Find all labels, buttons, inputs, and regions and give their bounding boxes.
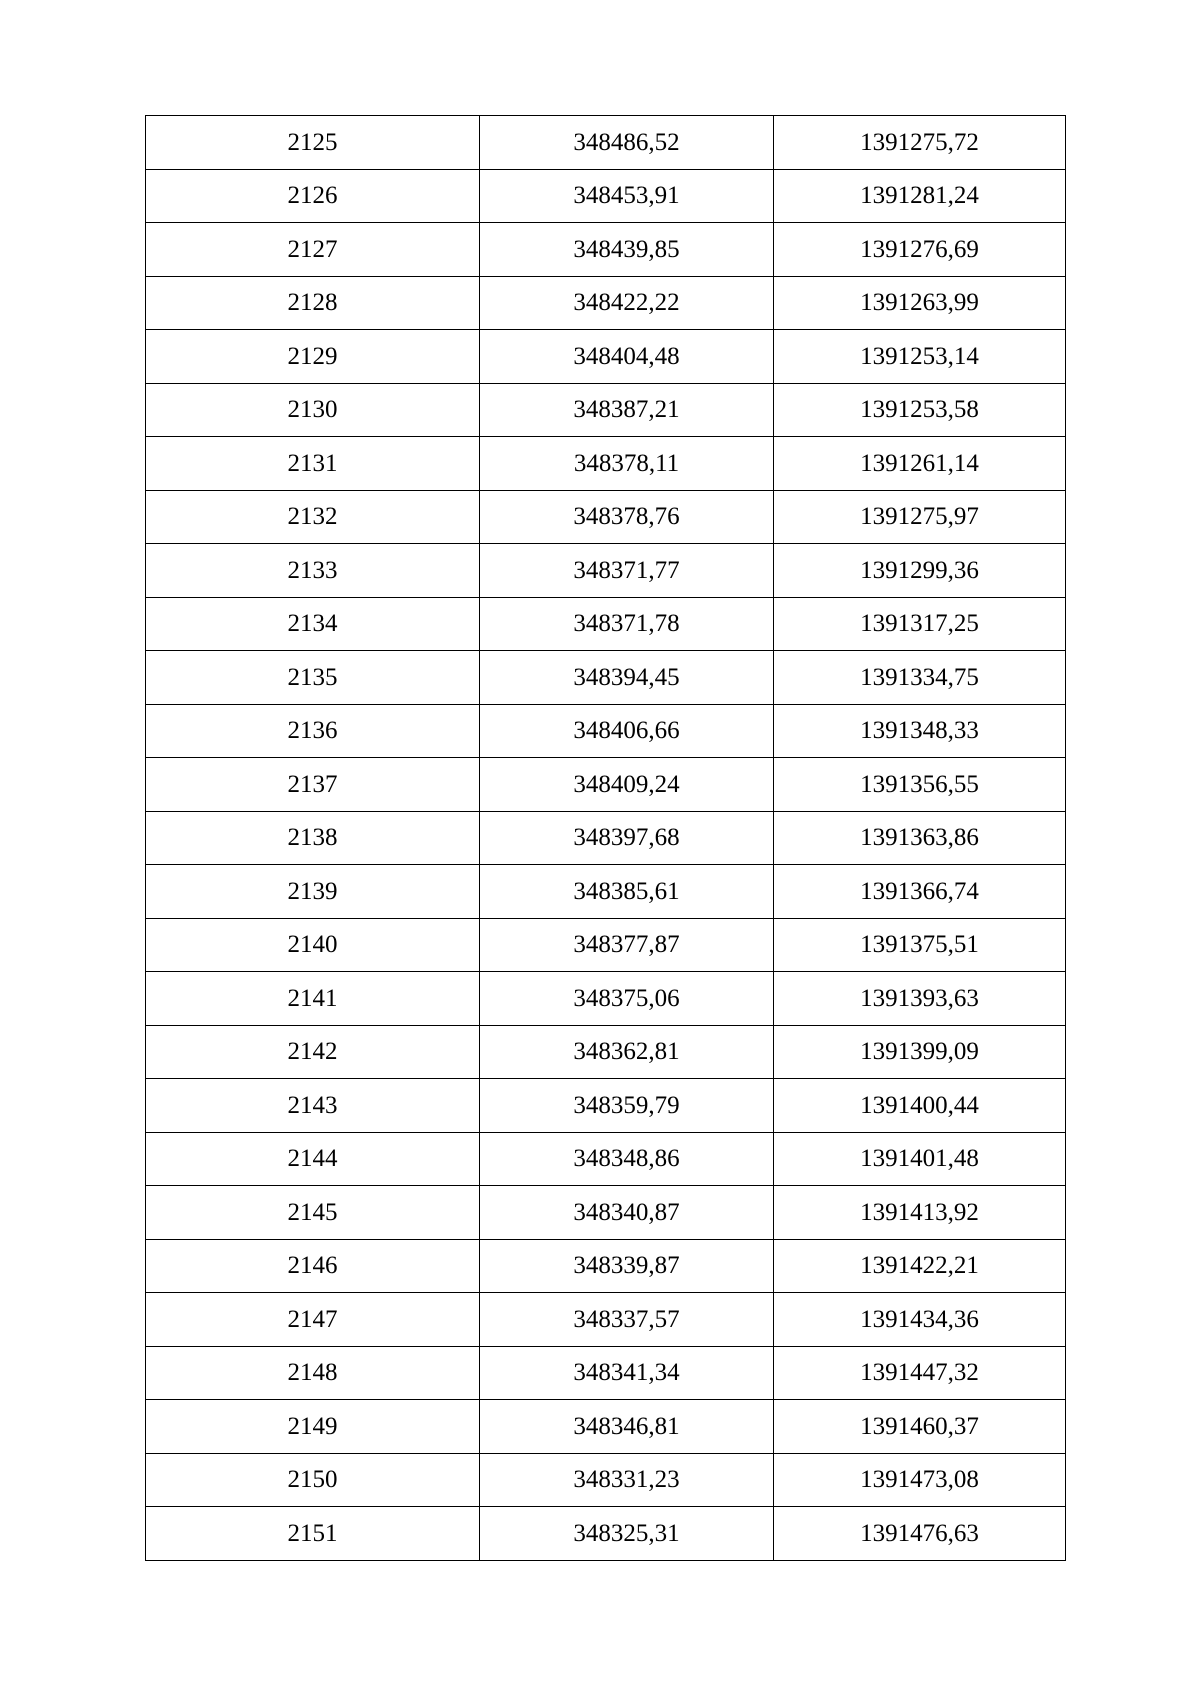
table-row [146,383,1066,437]
y-coordinate-cell: 1391276,69 [774,223,1066,277]
point-number-cell: 2137 [146,758,480,812]
y-coordinate-cell: 1391366,74 [774,865,1066,919]
point-number-cell: 2125 [146,116,480,170]
y-coordinate-cell: 1391348,33 [774,704,1066,758]
y-coordinate-cell: 1391422,21 [774,1239,1066,1293]
point-number-cell: 2129 [146,330,480,384]
point-number-cell: 2147 [146,1293,480,1347]
y-coordinate-cell: 1391299,36 [774,544,1066,598]
y-coordinate-cell: 1391275,97 [774,490,1066,544]
table-row [146,1507,1066,1561]
point-number-cell: 2128 [146,276,480,330]
table-row [146,1400,1066,1454]
table-row [146,276,1066,330]
table-row [146,1132,1066,1186]
table-row [146,811,1066,865]
point-number-cell: 2148 [146,1346,480,1400]
point-number-cell: 2138 [146,811,480,865]
table-row [146,1079,1066,1133]
y-coordinate-cell: 1391261,14 [774,437,1066,491]
y-coordinate-cell: 1391275,72 [774,116,1066,170]
point-number-cell: 2142 [146,1025,480,1079]
point-number-cell: 2139 [146,865,480,919]
x-coordinate-cell: 348337,57 [480,1293,774,1347]
x-coordinate-cell: 348346,81 [480,1400,774,1454]
y-coordinate-cell: 1391253,14 [774,330,1066,384]
x-coordinate-cell: 348341,34 [480,1346,774,1400]
x-coordinate-cell: 348378,11 [480,437,774,491]
x-coordinate-cell: 348362,81 [480,1025,774,1079]
point-number-cell: 2146 [146,1239,480,1293]
table-row [146,330,1066,384]
y-coordinate-cell: 1391460,37 [774,1400,1066,1454]
point-number-cell: 2134 [146,597,480,651]
table-row [146,544,1066,598]
y-coordinate-cell: 1391356,55 [774,758,1066,812]
y-coordinate-cell: 1391400,44 [774,1079,1066,1133]
table-row [146,223,1066,277]
y-coordinate-cell: 1391393,63 [774,972,1066,1026]
point-number-cell: 2130 [146,383,480,437]
y-coordinate-cell: 1391447,32 [774,1346,1066,1400]
y-coordinate-cell: 1391476,63 [774,1507,1066,1561]
table-row [146,972,1066,1026]
x-coordinate-cell: 348348,86 [480,1132,774,1186]
x-coordinate-cell: 348397,68 [480,811,774,865]
x-coordinate-cell: 348359,79 [480,1079,774,1133]
y-coordinate-cell: 1391334,75 [774,651,1066,705]
x-coordinate-cell: 348378,76 [480,490,774,544]
x-coordinate-cell: 348404,48 [480,330,774,384]
table-row [146,704,1066,758]
table-row [146,597,1066,651]
x-coordinate-cell: 348439,85 [480,223,774,277]
y-coordinate-cell: 1391413,92 [774,1186,1066,1240]
coordinates-table [145,115,1066,1561]
table-row [146,651,1066,705]
point-number-cell: 2140 [146,918,480,972]
y-coordinate-cell: 1391375,51 [774,918,1066,972]
y-coordinate-cell: 1391253,58 [774,383,1066,437]
point-number-cell: 2149 [146,1400,480,1454]
point-number-cell: 2135 [146,651,480,705]
table-row [146,490,1066,544]
point-number-cell: 2131 [146,437,480,491]
coordinates-table-body [146,116,1066,1561]
y-coordinate-cell: 1391401,48 [774,1132,1066,1186]
x-coordinate-cell: 348371,77 [480,544,774,598]
table-row [146,437,1066,491]
x-coordinate-cell: 348486,52 [480,116,774,170]
x-coordinate-cell: 348406,66 [480,704,774,758]
x-coordinate-cell: 348387,21 [480,383,774,437]
table-row [146,1025,1066,1079]
y-coordinate-cell: 1391263,99 [774,276,1066,330]
x-coordinate-cell: 348385,61 [480,865,774,919]
table-row [146,1293,1066,1347]
table-row [146,865,1066,919]
x-coordinate-cell: 348453,91 [480,169,774,223]
y-coordinate-cell: 1391434,36 [774,1293,1066,1347]
x-coordinate-cell: 348331,23 [480,1453,774,1507]
point-number-cell: 2127 [146,223,480,277]
y-coordinate-cell: 1391473,08 [774,1453,1066,1507]
point-number-cell: 2150 [146,1453,480,1507]
point-number-cell: 2144 [146,1132,480,1186]
point-number-cell: 2151 [146,1507,480,1561]
x-coordinate-cell: 348325,31 [480,1507,774,1561]
point-number-cell: 2133 [146,544,480,598]
table-row [146,1346,1066,1400]
x-coordinate-cell: 348422,22 [480,276,774,330]
table-row [146,758,1066,812]
x-coordinate-cell: 348377,87 [480,918,774,972]
point-number-cell: 2145 [146,1186,480,1240]
table-row [146,918,1066,972]
x-coordinate-cell: 348340,87 [480,1186,774,1240]
table-row [146,1186,1066,1240]
point-number-cell: 2136 [146,704,480,758]
y-coordinate-cell: 1391399,09 [774,1025,1066,1079]
point-number-cell: 2126 [146,169,480,223]
x-coordinate-cell: 348371,78 [480,597,774,651]
x-coordinate-cell: 348339,87 [480,1239,774,1293]
table-row [146,116,1066,170]
x-coordinate-cell: 348375,06 [480,972,774,1026]
point-number-cell: 2132 [146,490,480,544]
table-row [146,1239,1066,1293]
table-row [146,169,1066,223]
x-coordinate-cell: 348394,45 [480,651,774,705]
x-coordinate-cell: 348409,24 [480,758,774,812]
y-coordinate-cell: 1391281,24 [774,169,1066,223]
table-row [146,1453,1066,1507]
y-coordinate-cell: 1391317,25 [774,597,1066,651]
y-coordinate-cell: 1391363,86 [774,811,1066,865]
point-number-cell: 2143 [146,1079,480,1133]
point-number-cell: 2141 [146,972,480,1026]
